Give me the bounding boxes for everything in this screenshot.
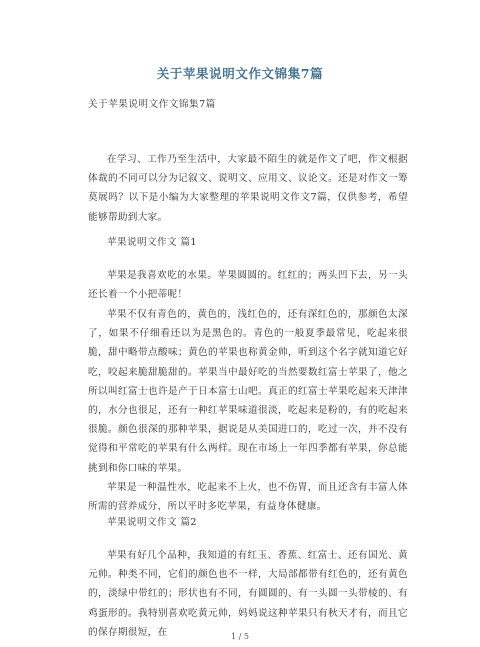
document-title: 关于苹果说明文作文锦集7篇 [156, 66, 324, 81]
page-indicator: 1 / 5 [231, 632, 249, 641]
intro-paragraph: 在学习、工作乃至生活中，大家最不陌生的就是作文了吧，作文根据体裁的不同可以分为记叙文、说明文、应用文、议论文。还是对作文一筹莫展吗？以下是小编为大家整理的苹果说明文作文7篇，仅供参考，希望能够帮助到大家。 [88, 154, 408, 223]
document-subtitle: 关于苹果说明文作文锦集7篇 [88, 99, 216, 110]
section1-paragraph-2: 苹果不仅有青色的，黄色的，浅红色的，还有深红色的，那颜色太深了，如果不仔细看还以为是黑色的。青色的一般夏季最常见，吃起来很脆，甜中略带点酸味；黄色的苹果也称黄金帅，听到这个名字就知道它好吃，咬起来脆甜脆甜的。苹果当中最好吃的当然要数红富士苹果了，他之所以叫红富士也许是产于日本富士山吧。真正的红富士苹果吃起来天津津的，水分也很足，还有一种红苹果味道很淡，吃起来是粉的，有的吃起来很脆。颜色很深的那种苹果，据说是从美国进口的，吃过一次，并不没有觉得和平常吃的苹果有什么两样。现在市场上一年四季都有苹果，你总能挑到和你口味的苹果。 [88, 309, 408, 474]
section1-paragraph-3: 苹果是一种温性水，吃起来不上火，也不伤胃，而且还含有丰富人体所需的营养成分，所以平时多吃苹果，有益身体健康。 [88, 482, 408, 513]
section2-paragraph-1: 苹果有好几个品种，我知道的有红玉、香蕉、红富士、还有国光、黄元帅。种类不同，它们的颜色也不一样，大局部都带有红色的，还有黄色的，淡绿中带红的；形状也有不同，有圆圆的、有一头圆一头带棱的、有鸡蛋形的。我特别喜欢吃黄元帅，妈妈说这种苹果只有秋天才有，而且它的保存期很短，在 [88, 550, 408, 638]
section1-paragraph-1: 苹果是我喜欢吃的水果。苹果圆圆的。红红的；两头凹下去，另一头还长着一个小把蒂呢！ [88, 270, 408, 301]
section-heading-2: 苹果说明文作文 篇2 [107, 517, 197, 528]
section-heading-1: 苹果说明文作文 篇1 [107, 237, 197, 248]
